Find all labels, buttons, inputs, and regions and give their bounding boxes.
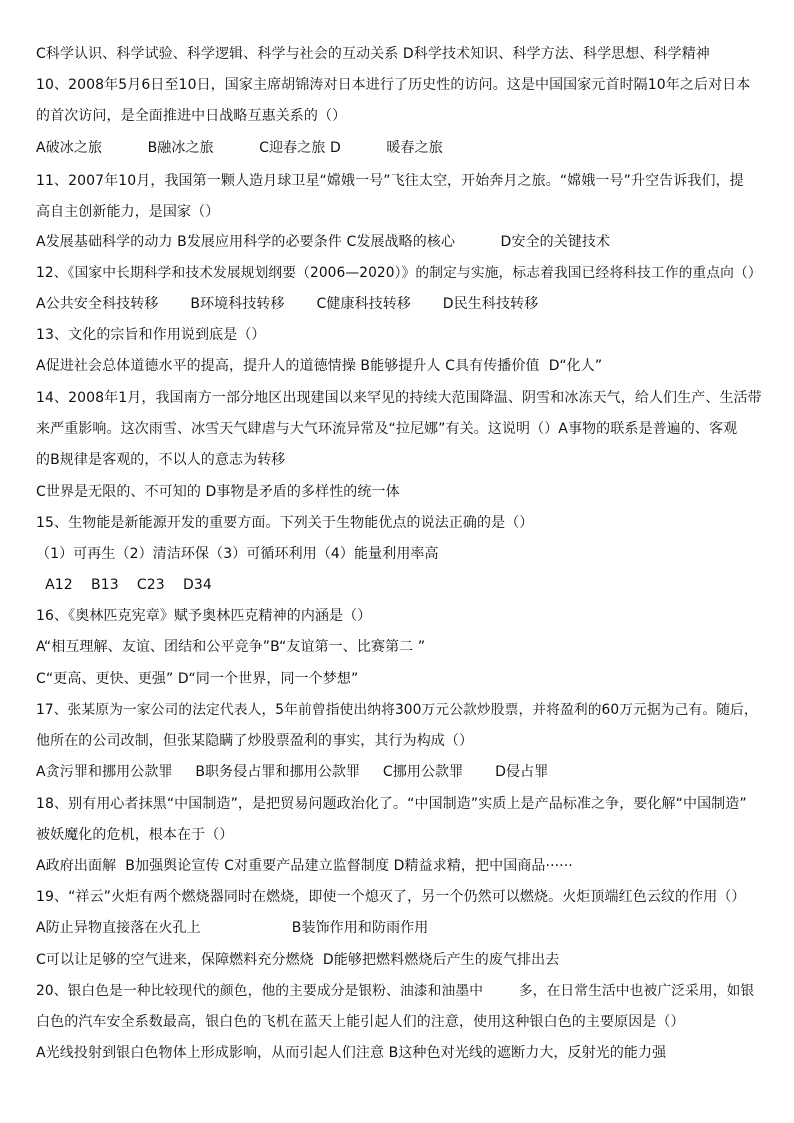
text-line-16: 15、生物能是新能源开发的重要方面。下列关于生物能优点的说法正确的是（） bbox=[36, 515, 534, 531]
text-line-28: 19、“祥云”火炬有两个燃烧器同时在燃烧，即使一个熄灭了，另一个仍然可以燃烧。火炬顶端红色云纹的作用（） bbox=[36, 889, 746, 905]
text-line-6: 高自主创新能力，是国家（） bbox=[36, 204, 220, 220]
text-line-22: 17、张某原为一家公司的法定代表人，5年前曾指使出纳将300万元公款炒股票，并将盈利的60万元据为己有。随后， bbox=[36, 702, 758, 718]
text-line-19: 16、《奥林匹克宪章》赋予奥林匹克精神的内涵是（） bbox=[36, 608, 372, 624]
text-line-21: C“更高、更快、更强” D“同一个世界，同一个梦想” bbox=[36, 671, 359, 687]
text-line-31: 20、银白色是一种比较现代的颜色，他的主要成分是银粉、油漆和油墨中 多，在日常生活中也被广泛采用，如银 bbox=[36, 983, 755, 999]
text-line-10: 13、文化的宗旨和作用说到底是（） bbox=[36, 327, 266, 343]
text-line-17: （1）可再生（2）清洁环保（3）可循环利用（4）能量利用率高 bbox=[36, 546, 439, 562]
text-line-24: A贪污罪和挪用公款罪 B职务侵占罪和挪用公款罪 C挪用公款罪 D侵占罪 bbox=[36, 764, 549, 780]
text-line-14: 的B规律是客观的，不以人的意志为转移 bbox=[36, 452, 286, 468]
text-line-7: A发展基础科学的动力 B发展应用科学的必要条件 C发展战略的核心 D安全的关键技术 bbox=[36, 234, 611, 250]
text-line-13: 来严重影响。这次雨雪、冰雪天气肆虐与大气环流异常及“拉尼娜”有关。这说明（）A事物的联系是普遍的、客观 bbox=[36, 421, 738, 437]
text-line-9: A公共安全科技转移 B环境科技转移 C健康科技转移 D民生科技转移 bbox=[36, 296, 539, 312]
text-line-3: 的首次访问，是全面推进中日战略互惠关系的（） bbox=[36, 108, 347, 124]
text-line-32: 白色的汽车安全系数最高，银白色的飞机在蓝天上能引起人们的注意，使用这种银白色的主要原因是（） bbox=[36, 1014, 685, 1030]
text-line-30: C可以让足够的空气进来，保障燃料充分燃烧 D能够把燃料燃烧后产生的废气排出去 bbox=[36, 952, 560, 968]
text-line-26: 被妖魔化的危机，根本在于（） bbox=[36, 827, 234, 843]
text-line-33: A光线投射到银白色物体上形成影响，从而引起人们注意 B这种色对光线的遮断力大，反射光的能力强 bbox=[36, 1045, 667, 1061]
text-line-15: C世界是无限的、不可知的 D事物是矛盾的多样性的统一体 bbox=[36, 484, 400, 500]
text-line-1: C科学认识、科学试验、科学逻辑、科学与社会的互动关系 D科学技术知识、科学方法、科学思想、科学精神 bbox=[36, 46, 710, 62]
text-line-12: 14、2008年1月，我国南方一部分地区出现建国以来罕见的持续大范围降温、阴雪和冰冻天气，给人们生产、生活带 bbox=[36, 390, 762, 406]
text-line-11: A促进社会总体道德水平的提高，提升人的道德情操 B能够提升人 C具有传播价值 D“化人” bbox=[36, 358, 603, 374]
text-line-27: A政府出面解 B加强舆论宣传 C对重要产品建立监督制度 D精益求精，把中国商品······ bbox=[36, 858, 573, 874]
text-line-18: A12 B13 C23 D34 bbox=[36, 577, 212, 593]
text-line-4: A破冰之旅 B融冰之旅 C迎春之旅 D 暖春之旅 bbox=[36, 140, 443, 156]
text-line-5: 11、2007年10月，我国第一颗人造月球卫星“嫦娥一号”飞往太空，开始奔月之旅。“嫦娥一号”升空告诉我们，提 bbox=[36, 173, 744, 189]
text-line-29: A防止异物直接落在火孔上 B装饰作用和防雨作用 bbox=[36, 920, 429, 936]
text-line-23: 他所在的公司改制，但张某隐瞒了炒股票盈利的事实，其行为构成（） bbox=[36, 733, 474, 749]
text-line-8: 12、《国家中长期科学和技术发展规划纲要（2006—2020）》的制定与实施，标志着我国已经将科技工作的重点向（） bbox=[36, 265, 762, 281]
text-line-20: A“相互理解、友谊、团结和公平竞争”B“友谊第一、比赛第二 ” bbox=[36, 639, 426, 655]
text-line-25: 18、别有用心者抹黑“中国制造”，是把贸易问题政治化了。“中国制造”实质上是产品标准之争，要化解“中国制造” bbox=[36, 796, 747, 812]
text-line-2: 10、2008年5月6日至10日，国家主席胡锦涛对日本进行了历史性的访问。这是中国国家元首时隔10年之后对日本 bbox=[36, 77, 751, 93]
